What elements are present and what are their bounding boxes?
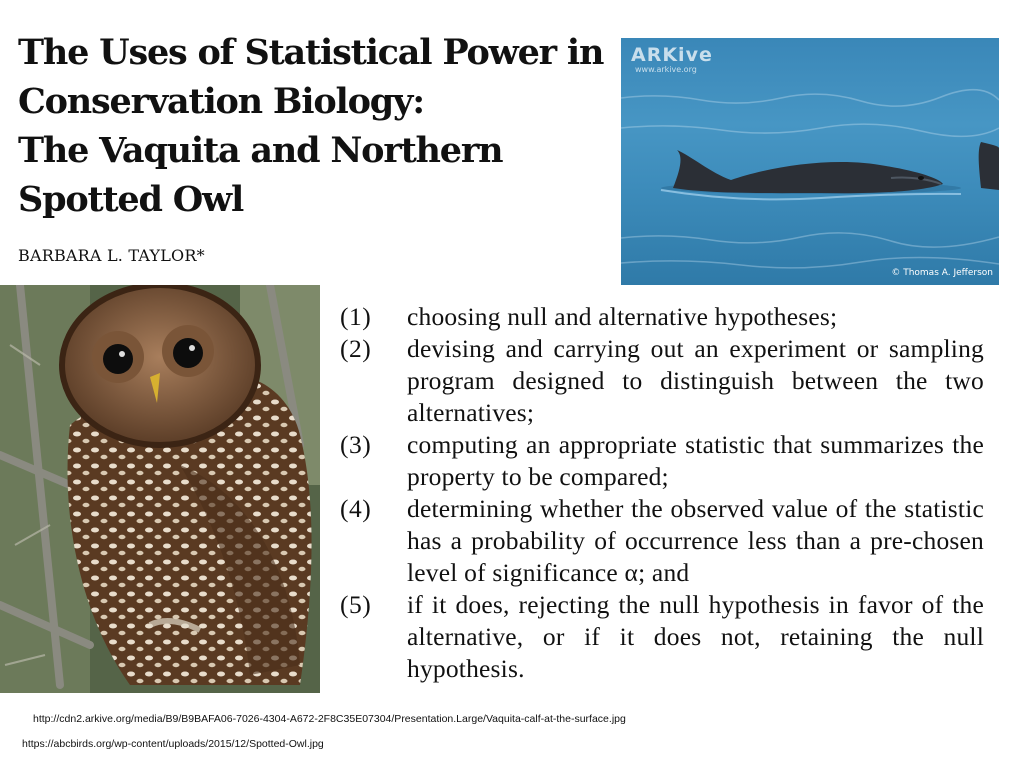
step-number: (4) [340, 494, 372, 523]
step-number: (3) [340, 430, 372, 459]
step-text: choosing null and alternative hypotheses; [407, 302, 838, 331]
list-item [340, 301, 984, 333]
vaquita-photo [621, 38, 999, 285]
step-number: (5) [340, 590, 372, 619]
hypothesis-testing-steps [340, 301, 984, 685]
title-line-3: The Vaquita and Northern [18, 130, 503, 171]
photo-credit: © Thomas A. Jefferson [891, 268, 993, 278]
list-item [340, 333, 984, 429]
title-line-4: Spotted Owl [18, 179, 244, 220]
list-item [340, 493, 984, 589]
step-number: (2) [340, 334, 372, 363]
arkive-url-watermark: www.arkive.org [635, 65, 697, 74]
step-number: (1) [340, 302, 372, 331]
arkive-logo: ARKive [631, 44, 713, 66]
step-text: devising and carrying out an experiment or sampling program designed to distinguish between the two alternatives; [407, 334, 984, 427]
slide-title [18, 28, 604, 224]
owl-image-source-link[interactable]: https://abcbirds.org/wp-content/uploads/2015/12/Spotted-Owl.jpg [22, 738, 324, 750]
title-line-2: Conservation Biology: [18, 81, 424, 122]
step-text: determining whether the observed value of the statistic has a probability of occurrence less than a pre-chosen level of significance α; and [407, 494, 984, 587]
step-text: if it does, rejecting the null hypothesis in favor of the alternative, or if it does not, retaining the null hypothesis. [407, 590, 984, 683]
vaquita-image-source-link[interactable]: http://cdn2.arkive.org/media/B9/B9BAFA06-7026-4304-A672-2F8C35E07304/Presentation.Large/Vaquita-calf-at-the-surface.jpg [33, 713, 626, 725]
vaquita-illustration [621, 38, 999, 285]
title-line-1: The Uses of Statistical Power in [18, 32, 604, 73]
list-item [340, 589, 984, 685]
step-text: computing an appropriate statistic that summarizes the property to be compared; [407, 430, 984, 491]
list-item [340, 429, 984, 493]
spotted-owl-illustration [0, 285, 320, 693]
author-name: BARBARA L. TAYLOR* [18, 246, 205, 265]
spotted-owl-photo [0, 285, 320, 693]
